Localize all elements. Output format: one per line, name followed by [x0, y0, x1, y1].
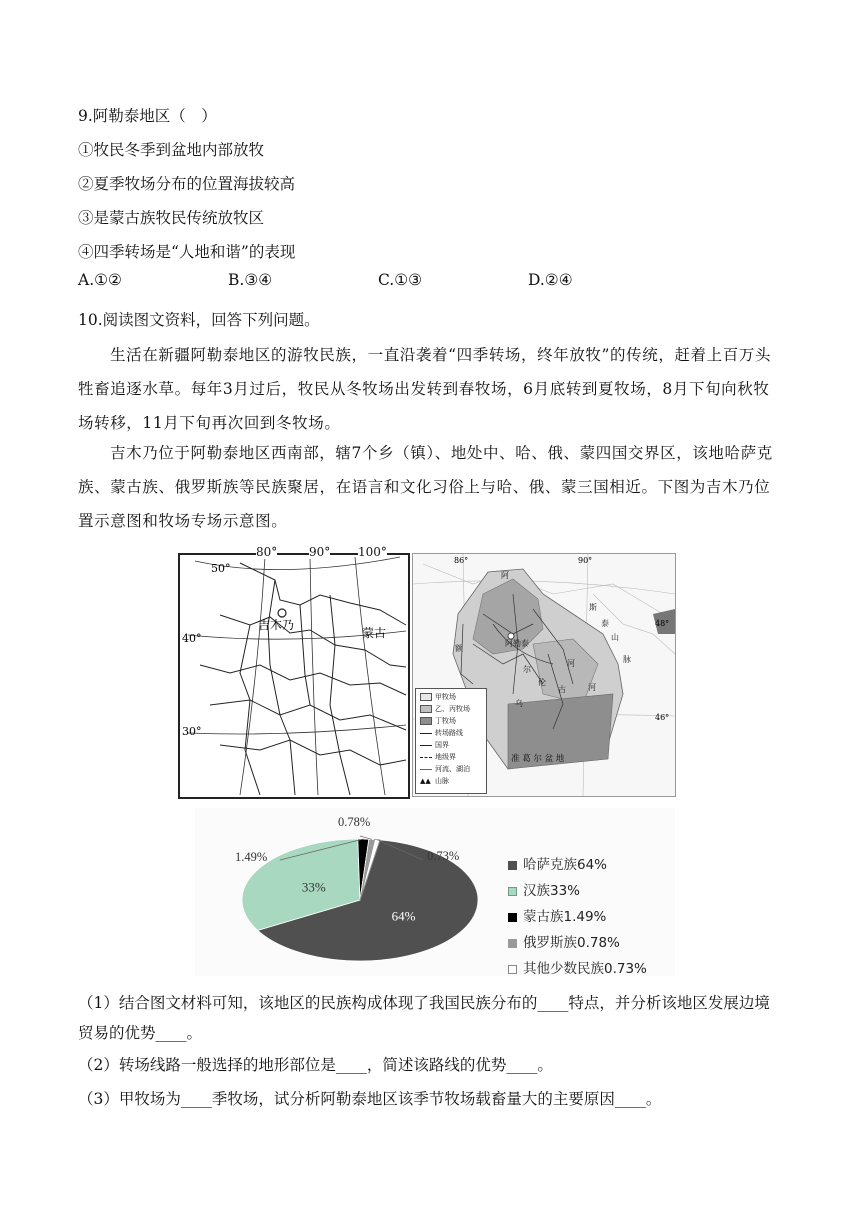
legend-jia-label: 甲牧场	[435, 693, 456, 701]
map2-lon-90: 90°	[578, 556, 593, 565]
route-icon	[420, 733, 432, 734]
jimunai-marker	[278, 609, 286, 617]
legend-swatch-ding	[420, 717, 432, 725]
map-text-lun: 伦	[538, 678, 546, 687]
location-map	[178, 553, 410, 799]
map-text-si: 斯	[589, 603, 597, 612]
pie-data-label-russian: 0.78%	[338, 815, 371, 829]
lat-40-label: 40°	[182, 632, 202, 645]
pie-data-label-kazakh: 64%	[391, 908, 416, 924]
legend-swatch-mongol	[508, 913, 517, 922]
legend-river-label: 河流、湖泊	[435, 765, 470, 773]
map2-lon-86: 86°	[454, 556, 469, 565]
legend-label-kazakh: 哈萨克族64%	[523, 857, 608, 873]
q9-statement-2: ②夏季牧场分布的位置海拔较高	[78, 175, 296, 193]
pie-legend-item	[508, 855, 647, 881]
map-text-altay: 阿勒泰	[505, 639, 529, 648]
map-text-mai: 脉	[623, 655, 631, 664]
q9-statement-1: ①牧民冬季到盆地内部放牧	[78, 141, 265, 159]
pie-legend-item	[508, 907, 647, 933]
legend-yi-bing-label: 乙、丙牧场	[435, 705, 470, 713]
map2-lat-46: 46°	[655, 713, 670, 722]
legend-swatch-russian	[508, 939, 517, 948]
map-text-shan: 山	[611, 633, 619, 642]
mongolia-label: 蒙古	[362, 626, 387, 640]
q9-statement-3: ③是蒙古族牧民传统放牧区	[78, 209, 265, 227]
map-text-wu: 乌	[515, 699, 523, 708]
pie-data-label-other: 0.73%	[427, 849, 460, 863]
pie-legend-item	[508, 933, 647, 959]
legend-label-han: 汉族33%	[523, 883, 581, 899]
jimunai-label: 吉木乃	[258, 618, 295, 632]
legend-swatch-other	[508, 965, 517, 974]
legend-swatch-han	[508, 887, 517, 896]
pie-data-label-mongol: 1.49%	[235, 850, 268, 864]
legend-border-label: 国界	[435, 741, 449, 749]
map-text-he-1: 河	[567, 659, 575, 668]
map-text-a: 阿	[501, 571, 509, 580]
prefecture-line-icon	[420, 757, 432, 758]
lon-90-label: 90°	[309, 545, 331, 559]
pasture-map-legend	[415, 688, 487, 794]
q10-sub-2: （2）转场线路一般选择的地形部位是____，简述该路线的优势____。	[78, 1056, 553, 1074]
pie-data-label-han: 33%	[301, 879, 326, 895]
lon-80-label: 80°	[256, 545, 278, 559]
pie-legend	[508, 855, 647, 985]
legend-swatch-yi-bing	[420, 705, 432, 713]
mountain-icon: ▲▲	[420, 777, 431, 785]
border-line-icon	[420, 745, 432, 746]
q10-stem: 10.阅读图文资料，回答下列问题。	[78, 311, 320, 329]
map2-lat-48: 48°	[655, 619, 670, 628]
map-text-gu: 古	[558, 685, 566, 694]
q10-paragraph-2: 吉木乃位于阿勒泰地区西南部，辖7个乡（镇）、地处中、哈、俄、蒙四国交界区，该地哈萨克族、蒙古族、俄罗斯族等民族聚居，在语言和文化习俗上与哈、俄、蒙三国相近。下图为吉木乃位置示意图和牧场专场示意图。	[78, 444, 773, 530]
legend-label-russian: 俄罗斯族0.78%	[523, 935, 620, 951]
location-map-svg	[180, 555, 408, 797]
q9-option-b[interactable]: B.③④	[228, 271, 273, 289]
legend-swatch-kazakh	[508, 861, 517, 870]
legend-mountain-label: 山脉	[435, 777, 449, 785]
q9-statement-4: ④四季转场是“人地和谐”的表现	[78, 243, 296, 261]
q9-options	[78, 271, 778, 295]
pie-legend-item	[508, 959, 647, 985]
legend-ding-label: 丁牧场	[435, 717, 456, 725]
q9-option-d[interactable]: D.②④	[528, 271, 573, 289]
legend-label-other: 其他少数民族0.73%	[523, 961, 647, 977]
q9-option-a[interactable]: A.①②	[78, 271, 122, 289]
lat-30-label: 30°	[182, 725, 202, 738]
map-text-he-2: 河	[588, 683, 596, 692]
q9-option-c[interactable]: C.①③	[378, 271, 423, 289]
river-icon	[420, 769, 432, 770]
legend-label-mongol: 蒙古族1.49%	[523, 909, 607, 925]
map-text-er: 尔	[523, 665, 531, 674]
legend-route-label: 转场路线	[435, 729, 463, 737]
basin-label: 准 葛 尔 盆 地	[511, 754, 565, 764]
pie-legend-item	[508, 881, 647, 907]
legend-swatch-jia	[420, 693, 432, 701]
q9-stem: 9.阿勒泰地区（ ）	[78, 107, 217, 125]
lat-50-label: 50°	[211, 562, 231, 575]
map-text-tai: 泰	[601, 619, 609, 628]
legend-prefecture-label: 地级界	[435, 753, 456, 761]
q10-sub-1: （1）结合图文材料可知，该地区的民族构成体现了我国民族分布的____特点，并分析该地区发展边境贸易的优势____。	[78, 994, 770, 1042]
lon-100-label: 100°	[358, 545, 387, 559]
q10-paragraph-1: 生活在新疆阿勒泰地区的游牧民族，一直沿袭着“四季转场，终年放牧”的传统，赶着上百万头牲畜追逐水草。每年3月过后，牧民从冬牧场出发转到春牧场，6月底转到夏牧场，8月下旬向秋牧场转移，11月下旬再次回到冬牧场。	[78, 346, 772, 432]
map-text-e: 额	[455, 644, 463, 653]
q10-sub-3: （3）甲牧场为____季牧场，试分析阿勒泰地区该季节牧场载畜量大的主要原因____。	[78, 1090, 662, 1108]
